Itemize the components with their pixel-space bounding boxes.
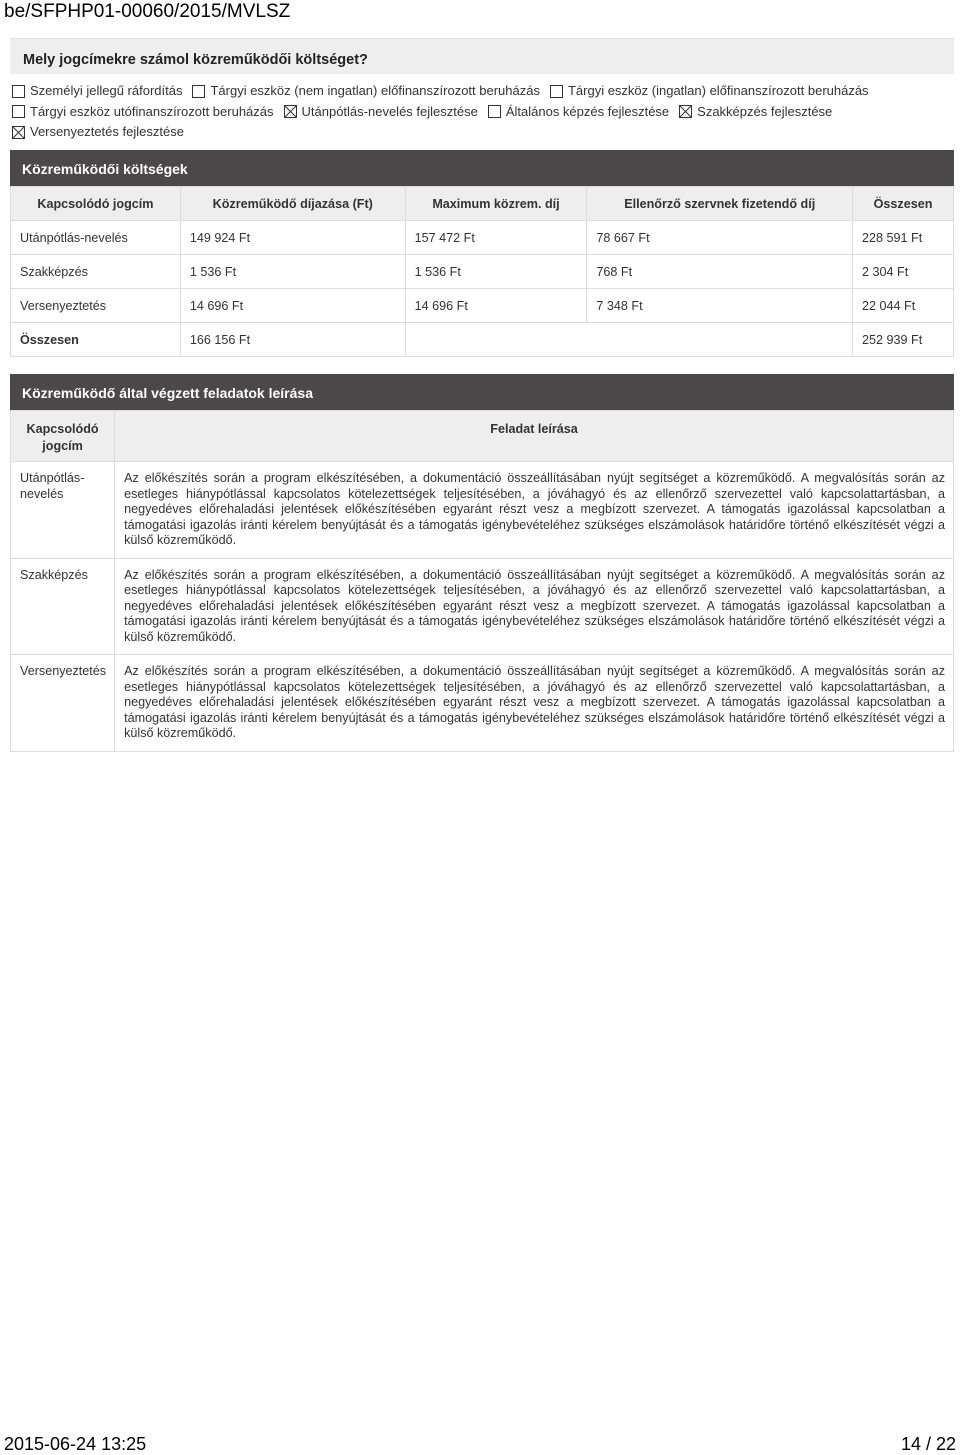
checkbox-label: Tárgyi eszköz (ingatlan) előfinanszírozott beruházás	[567, 83, 869, 98]
col-header-kapcsolodo-jogcim: Kapcsolódó jogcím	[11, 411, 115, 462]
col-header-osszesen: Összesen	[853, 187, 954, 221]
checkbox-line	[12, 123, 956, 144]
tasks-row	[11, 462, 954, 559]
cell-jogcim: Versenyeztetés	[11, 289, 181, 323]
task-description: Az előkészítés során a program elkészítésében, a dokumentáció összeállításában nyújt segítséget a közreműködő. A megvalósítás során az esetleges hiánypótlással kapcsolatos kötelezettségek teljesítésében, a jóváhagyó és az ellenőrző szervezettel való kapcsolattartásban, a negyedéves előrehaladási jelentések előkészítésében egyaránt részt vesz a megbízott szervezet. A támogatás igazolással kapcsolatban a támogatási igazolás iránti kérelem benyújtását és a támogatás igénybevételéhez szükséges elszámolások határidőre történő elkészítését végzi a külső közreműködő.	[115, 655, 954, 752]
task-jogcim: Utánpótlás-nevelés	[11, 462, 115, 559]
task-jogcim: Versenyeztetés	[11, 655, 115, 752]
unchecked-box-icon	[550, 85, 563, 98]
col-header-maximum: Maximum közrem. díj	[405, 187, 587, 221]
cell-amount: 1 536 Ft	[180, 255, 405, 289]
jogcim-checkbox	[679, 103, 832, 121]
checked-box-icon	[12, 126, 25, 139]
unchecked-box-icon	[12, 105, 25, 118]
unchecked-box-icon	[488, 105, 501, 118]
cell-jogcim: Utánpótlás-nevelés	[11, 221, 181, 255]
footer-timestamp: 2015-06-24 13:25	[4, 1434, 147, 1454]
jogcim-checkbox	[192, 82, 540, 100]
task-description: Az előkészítés során a program elkészítésében, a dokumentáció összeállításában nyújt segítséget a közreműködő. A megvalósítás során az esetleges hiánypótlással kapcsolatos kötelezettségek teljesítésében, a jóváhagyó és az ellenőrző szervezettel való kapcsolattartásban, a negyedéves előrehaladási jelentések előkészítésében egyaránt részt vesz a megbízott szervezet. A támogatás igazolással kapcsolatban a támogatási igazolás iránti kérelem benyújtását és a támogatás igénybevételéhez szükséges elszámolások határidőre történő elkészítését végzi a külső közreműködő.	[115, 558, 954, 655]
tasks-section-title: Közreműködő által végzett feladatok leírása	[10, 374, 954, 410]
col-header-jogcim: Kapcsolódó jogcím	[11, 187, 181, 221]
cell-amount: 14 696 Ft	[180, 289, 405, 323]
task-description: Az előkészítés során a program elkészítésében, a dokumentáció összeállításában nyújt segítséget a közreműködő. A megvalósítás során az esetleges hiánypótlással kapcsolatos kötelezettségek teljesítésében, a jóváhagyó és az ellenőrző szervezettel való kapcsolattartásban, a negyedéves előrehaladási jelentések előkészítésében egyaránt részt vesz a megbízott szervezet. A támogatás igazolással kapcsolatban a támogatási igazolás iránti kérelem benyújtását és a támogatás igénybevételéhez szükséges elszámolások határidőre történő elkészítését végzi a külső közreműködő.	[115, 462, 954, 559]
costs-row	[11, 221, 954, 255]
tasks-row	[11, 655, 954, 752]
unchecked-box-icon	[192, 85, 205, 98]
cell-amount: 22 044 Ft	[853, 289, 954, 323]
cell-amount: 2 304 Ft	[853, 255, 954, 289]
cell-amount: 1 536 Ft	[405, 255, 587, 289]
checkbox-label: Versenyeztetés fejlesztése	[30, 124, 184, 139]
cell-amount: 149 924 Ft	[180, 221, 405, 255]
checked-box-icon	[679, 105, 692, 118]
checkbox-line	[12, 103, 956, 124]
jogcim-checkbox-list	[12, 82, 956, 144]
question-heading: Mely jogcímekre számol közreműködői költséget?	[10, 38, 954, 74]
checkbox-label: Tárgyi eszköz utófinanszírozott beruházás	[30, 103, 274, 119]
costs-section-title: Közreműködői költségek	[10, 150, 954, 186]
costs-row	[11, 289, 954, 323]
checkbox-label: Tárgyi eszköz (nem ingatlan) előfinanszírozott beruházás	[210, 83, 540, 98]
cell-amount: 768 Ft	[587, 255, 853, 289]
total-empty	[405, 323, 852, 357]
checkbox-label: Szakképzés fejlesztése	[697, 103, 833, 119]
tasks-header-row	[11, 411, 954, 462]
checkbox-label: Általános képzés fejlesztése	[505, 103, 670, 119]
total-sum: 252 939 Ft	[853, 323, 954, 357]
unchecked-box-icon	[12, 85, 25, 98]
cell-amount: 157 472 Ft	[405, 221, 587, 255]
checkbox-line	[12, 82, 956, 103]
jogcim-checkbox	[12, 103, 274, 121]
jogcim-checkbox	[12, 123, 184, 141]
checked-box-icon	[284, 105, 297, 118]
footer-page-number: 14 / 22	[900, 1434, 956, 1454]
checkbox-label: Személyi jellegű ráfordítás	[30, 83, 183, 98]
cell-jogcim: Szakképzés	[11, 255, 181, 289]
cell-amount: 228 591 Ft	[853, 221, 954, 255]
cell-amount: 14 696 Ft	[405, 289, 587, 323]
checkbox-label: Utánpótlás-nevelés fejlesztése	[301, 103, 478, 119]
tasks-row	[11, 558, 954, 655]
total-fee: 166 156 Ft	[180, 323, 405, 357]
col-header-feladat-leirasa: Feladat leírása	[115, 411, 954, 462]
jogcim-checkbox	[488, 103, 669, 121]
costs-header-row	[11, 187, 954, 221]
jogcim-checkbox	[550, 82, 869, 100]
costs-table	[10, 186, 954, 357]
total-label: Összesen	[11, 323, 181, 357]
task-jogcim: Szakképzés	[11, 558, 115, 655]
col-header-ellenorzo: Ellenőrző szervnek fizetendő díj	[587, 187, 853, 221]
jogcim-checkbox	[12, 82, 182, 100]
tasks-table	[10, 410, 954, 752]
costs-total-row	[11, 323, 954, 357]
costs-row	[11, 255, 954, 289]
col-header-dijazas: Közreműködő díjazása (Ft)	[180, 187, 405, 221]
cell-amount: 7 348 Ft	[587, 289, 853, 323]
document-id: be/SFPHP01-00060/2015/MVLSZ	[4, 1, 291, 22]
jogcim-checkbox	[284, 103, 478, 121]
cell-amount: 78 667 Ft	[587, 221, 853, 255]
